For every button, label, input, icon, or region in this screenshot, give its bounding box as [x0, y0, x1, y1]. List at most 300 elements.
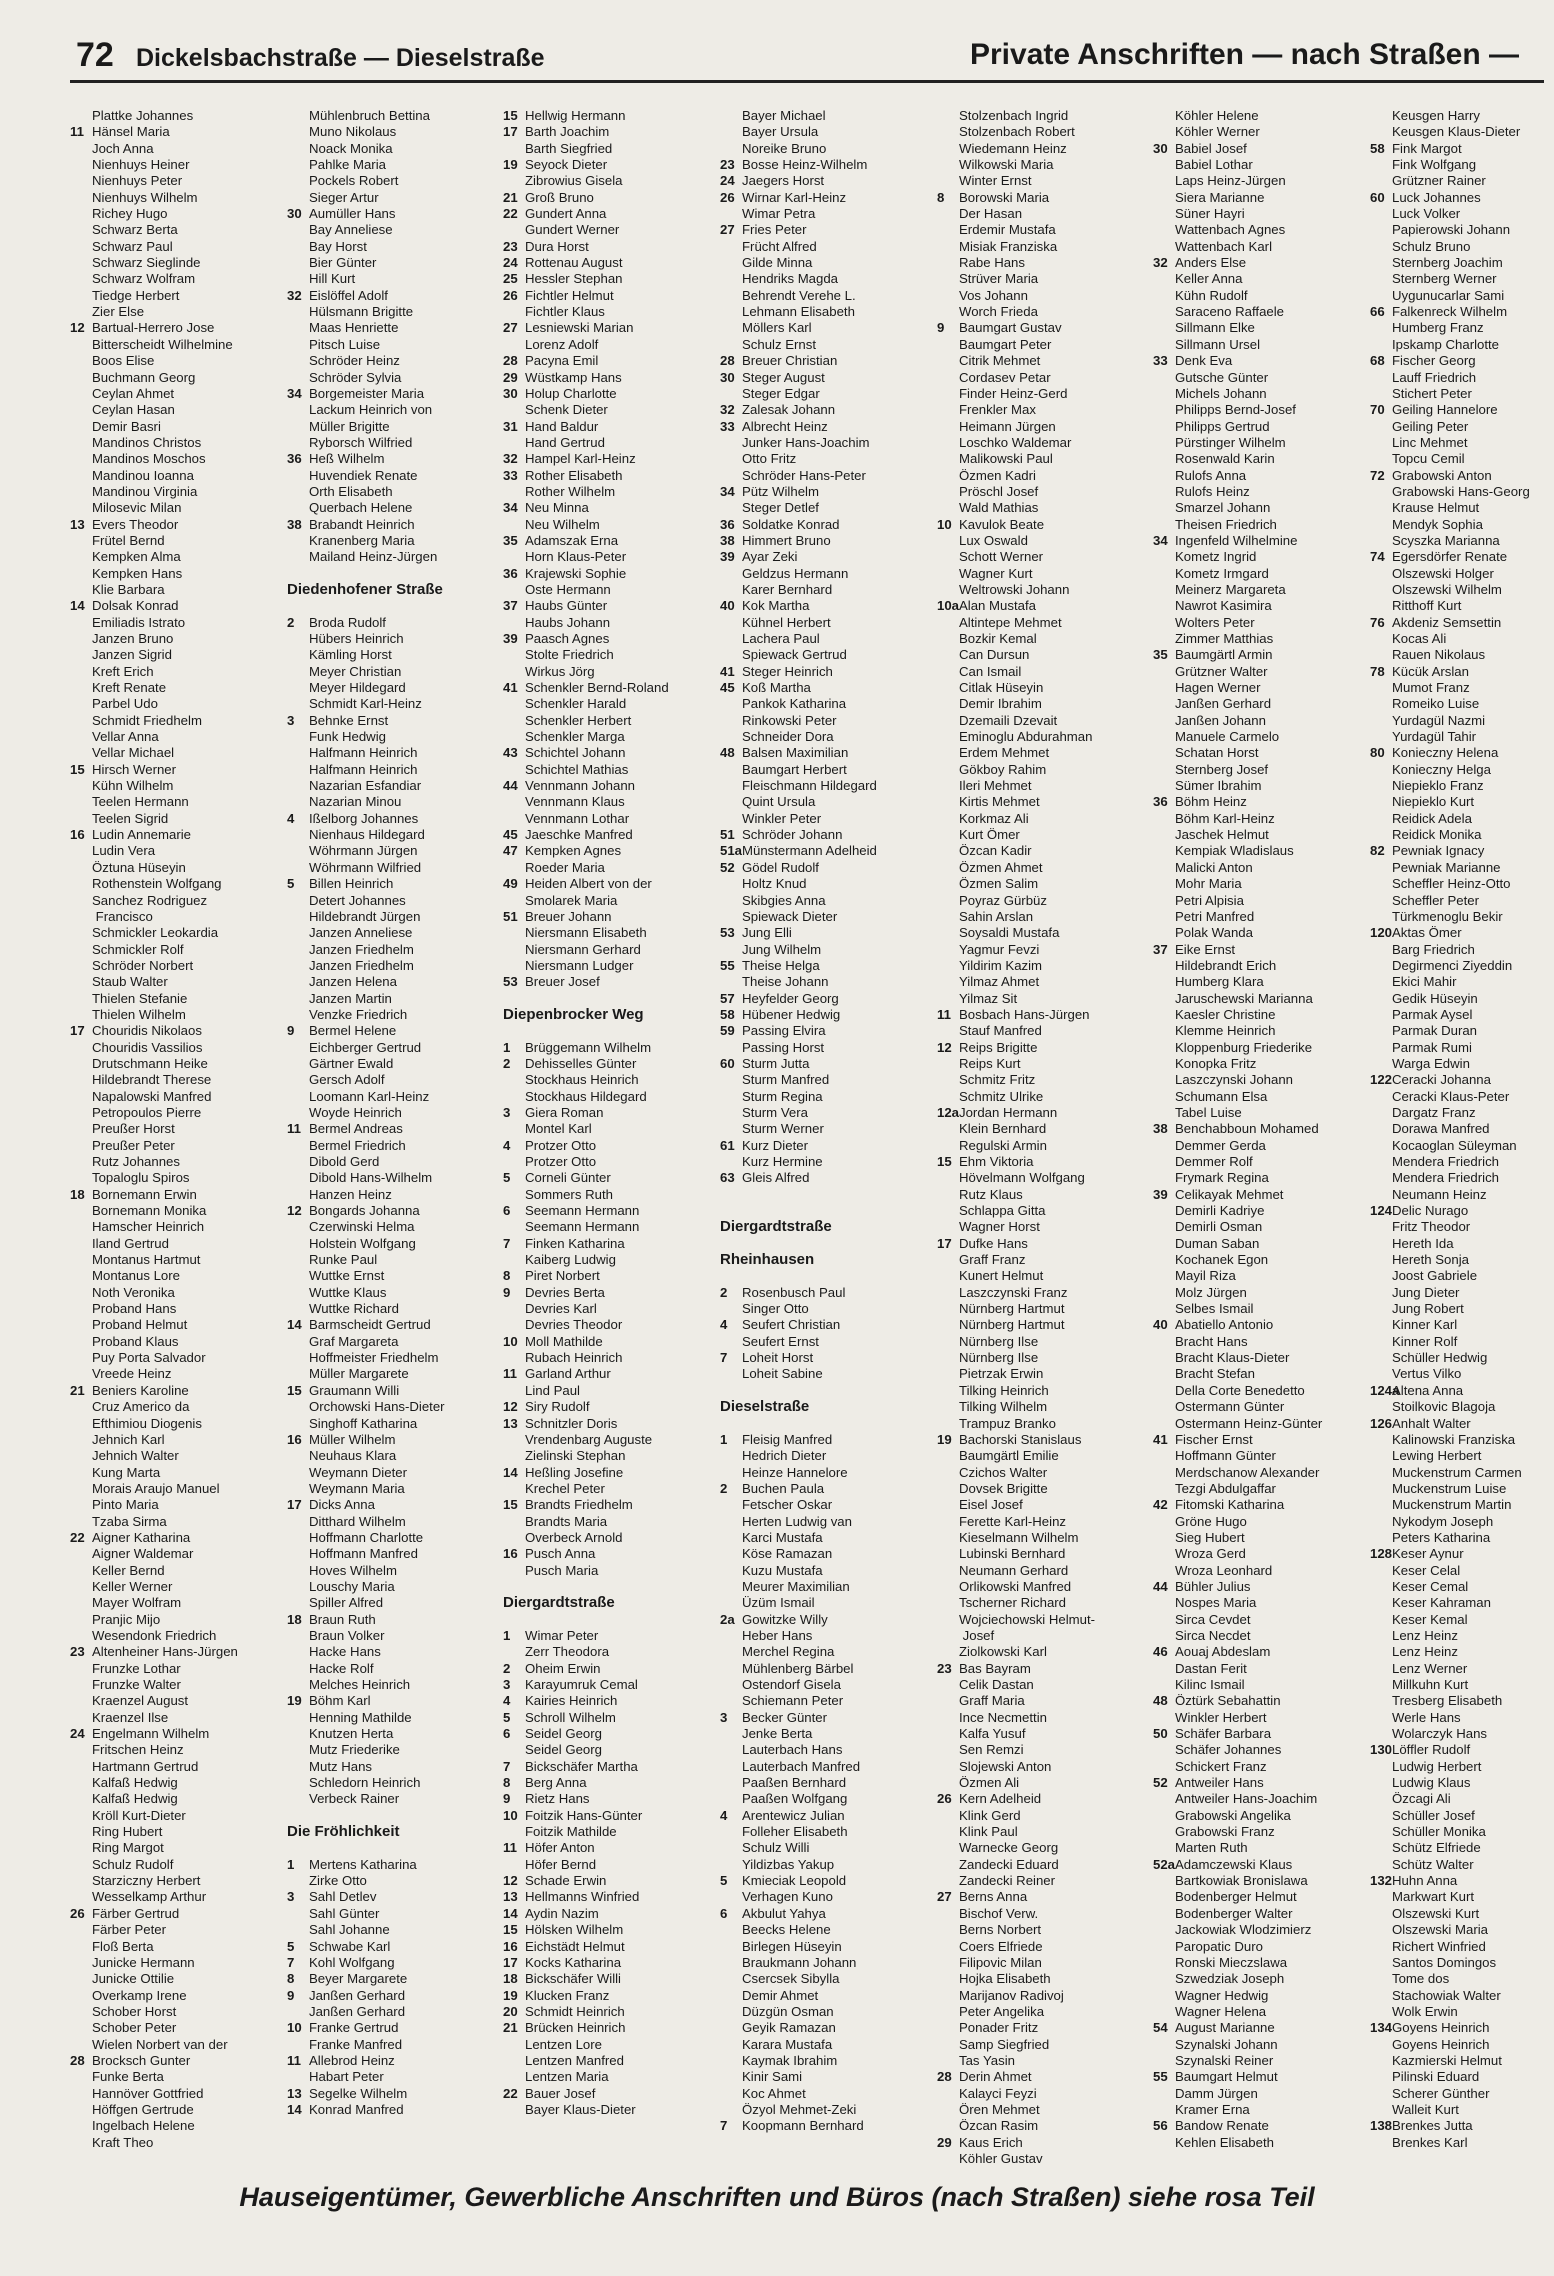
resident-name: Graf Margareta	[309, 1333, 399, 1349]
resident-name: Hedrich Dieter	[742, 1448, 827, 1464]
resident-name: Kochanek Egon	[1175, 1252, 1269, 1268]
resident-name: Geyik Ramazan	[742, 2020, 836, 2036]
directory-entry	[503, 533, 719, 549]
resident-name: Ceylan Hasan	[92, 402, 175, 418]
house-number: 44	[1153, 1578, 1168, 1594]
resident-name: Gilde Minna	[742, 255, 813, 271]
directory-entry	[937, 713, 1153, 729]
house-number: 82	[1370, 843, 1385, 859]
directory-entry	[937, 1808, 1153, 1824]
house-number: 58	[1370, 140, 1385, 156]
directory-entry	[937, 402, 1153, 418]
directory-entry	[937, 1448, 1153, 1464]
resident-name: Junicke Ottilie	[92, 1971, 175, 1987]
directory-entry	[70, 566, 286, 582]
resident-name: Loheit Sabine	[742, 1366, 823, 1382]
house-number: 9	[287, 1987, 295, 2003]
directory-entry	[720, 1775, 936, 1791]
resident-name: Fritschen Heinz	[92, 1742, 184, 1758]
directory-entry	[1370, 353, 1550, 369]
house-number: 68	[1370, 353, 1385, 369]
resident-name: Stockhaus Heinrich	[525, 1072, 639, 1088]
directory-entry	[1153, 1105, 1369, 1121]
house-number: 15	[503, 1922, 518, 1938]
resident-name: Smolarek Maria	[525, 892, 618, 908]
directory-entry	[287, 664, 503, 680]
resident-name: Brocksch Gunter	[92, 2052, 191, 2068]
directory-entry	[937, 141, 1153, 157]
resident-name: Schmidt Karl-Heinz	[309, 696, 422, 712]
directory-entry	[70, 1759, 286, 1775]
directory-entry	[70, 2004, 286, 2020]
directory-entry	[503, 582, 719, 598]
house-number: 11	[503, 1366, 517, 1382]
resident-name: Kalfa Yusuf	[959, 1726, 1026, 1742]
house-number: 7	[720, 1350, 728, 1366]
resident-name: Morais Araujo Manuel	[92, 1480, 220, 1496]
directory-entry	[720, 1023, 936, 1039]
directory-entry	[287, 1138, 503, 1154]
directory-entry	[937, 1759, 1153, 1775]
directory-entry	[1370, 1366, 1550, 1382]
resident-name: Nürnberg Hartmut	[959, 1317, 1065, 1333]
directory-entry	[1370, 893, 1550, 909]
resident-name: Heiden Albert von der	[525, 876, 652, 892]
resident-name: Peter Angelika	[959, 2003, 1045, 2019]
house-number: 9	[503, 1791, 511, 1807]
resident-name: Horn Klaus-Peter	[525, 549, 627, 565]
directory-entry	[720, 1040, 936, 1056]
resident-name: Detert Johannes	[309, 892, 406, 908]
resident-name: Steger Detlef	[742, 500, 819, 516]
resident-name: Olszewski Holger	[1392, 565, 1494, 581]
resident-name: Kraenzel August	[92, 1693, 189, 1709]
directory-entry	[70, 1366, 286, 1382]
resident-name: Rietz Hans	[525, 1791, 590, 1807]
directory-entry	[937, 1219, 1153, 1235]
house-number: 37	[503, 598, 518, 614]
house-number: 55	[720, 957, 735, 973]
directory-column-6	[1153, 108, 1369, 2151]
directory-entry	[503, 794, 719, 810]
directory-entry	[1370, 1840, 1550, 1856]
resident-name: Schenkler Bernd-Roland	[525, 680, 669, 696]
directory-entry	[1370, 1416, 1550, 1432]
directory-entry	[287, 1187, 503, 1203]
directory-entry	[1370, 1988, 1550, 2004]
directory-entry	[70, 271, 286, 287]
resident-name: Karci Mustafa	[742, 1529, 823, 1545]
directory-entry	[70, 696, 286, 712]
resident-name: Evers Theodor	[92, 516, 179, 532]
house-number: 2	[720, 1284, 728, 1300]
resident-name: Dicks Anna	[309, 1497, 375, 1513]
resident-name: Ryborsch Wilfried	[309, 434, 413, 450]
resident-name: Ingelbach Helene	[92, 2118, 195, 2134]
resident-name: Theise Helga	[742, 957, 820, 973]
directory-entry	[287, 500, 503, 516]
spacer	[720, 1383, 936, 1399]
resident-name: Nazarian Esfandiar	[309, 778, 422, 794]
resident-name: Barth Siegfried	[525, 140, 613, 156]
resident-name: Wesselkamp Arthur	[92, 1889, 207, 1905]
resident-name: Sümer Ibrahim	[1175, 778, 1262, 794]
resident-name: Wiedemann Heinz	[959, 140, 1067, 156]
resident-name: Özmen Ali	[959, 1775, 1020, 1791]
resident-name: Humberg Franz	[1392, 320, 1484, 336]
directory-entry	[937, 1366, 1153, 1382]
directory-entry	[937, 794, 1153, 810]
spacer	[720, 1416, 936, 1432]
resident-name: Stauf Manfred	[959, 1023, 1042, 1039]
resident-name: Kempken Hans	[92, 565, 183, 581]
resident-name: Ring Hubert	[92, 1824, 163, 1840]
house-number: 22	[503, 2085, 518, 2101]
directory-entry	[70, 2102, 286, 2118]
directory-entry	[937, 1612, 1153, 1628]
resident-name: Balsen Maximilian	[742, 745, 849, 761]
directory-entry	[937, 2037, 1153, 2053]
resident-name: Montanus Lore	[92, 1268, 180, 1284]
resident-name: Heinze Hannelore	[742, 1464, 848, 1480]
directory-entry	[1153, 1416, 1369, 1432]
directory-entry	[70, 925, 286, 941]
resident-name: Baumgärtl Emilie	[959, 1448, 1059, 1464]
resident-name: Janzen Bruno	[92, 631, 174, 646]
directory-entry	[70, 337, 286, 353]
directory-entry	[1370, 1023, 1550, 1039]
resident-name: Kavulok Beate	[959, 516, 1045, 532]
house-number: 13	[503, 1889, 518, 1905]
directory-column-2	[287, 108, 503, 2118]
directory-entry	[287, 1219, 503, 1235]
resident-name: Muno Nikolaus	[309, 124, 397, 140]
resident-name: Mertens Katharina	[309, 1856, 417, 1872]
directory-entry	[937, 1906, 1153, 1922]
directory-entry	[1153, 745, 1369, 761]
directory-entry	[287, 2037, 503, 2053]
resident-name: Frunzke Lothar	[92, 1660, 181, 1676]
directory-entry	[287, 2069, 503, 2085]
directory-entry	[720, 1710, 936, 1726]
resident-name: Wimar Peter	[525, 1627, 599, 1643]
resident-name: Preußer Horst	[92, 1121, 175, 1137]
resident-name: Keusgen Klaus-Dieter	[1392, 124, 1521, 140]
resident-name: Akdeniz Semsettin	[1392, 614, 1502, 630]
resident-name: Brandts Maria	[525, 1513, 608, 1529]
house-number: 39	[720, 549, 735, 565]
resident-name: Klucken Franz	[525, 1987, 610, 2003]
directory-entry	[1153, 1726, 1369, 1742]
directory-entry	[1153, 1775, 1369, 1791]
resident-name: Ponader Fritz	[959, 2020, 1039, 2036]
directory-entry	[1370, 320, 1550, 336]
resident-name: Petri Manfred	[1175, 908, 1255, 924]
directory-entry	[1370, 1824, 1550, 1840]
directory-entry	[720, 517, 936, 533]
directory-entry	[937, 1187, 1153, 1203]
directory-entry	[503, 1955, 719, 1971]
resident-name: Hölsken Wilhelm	[525, 1922, 624, 1938]
resident-name: Niepieklo Kurt	[1392, 794, 1475, 810]
resident-name: Lauterbach Manfred	[742, 1758, 861, 1774]
resident-name: Breuer Christian	[742, 353, 838, 369]
page-title: Dickelsbachstraße — Dieselstraße	[136, 44, 545, 72]
resident-name: Hampel Karl-Heinz	[525, 451, 636, 467]
resident-name: Weymann Maria	[309, 1480, 405, 1496]
resident-name: Gowitzke Willy	[742, 1611, 828, 1627]
resident-name: Gedik Hüseyin	[1392, 990, 1478, 1006]
resident-name: Zimmer Matthias	[1175, 631, 1274, 646]
resident-name: Antweiler Hans	[1175, 1775, 1264, 1791]
resident-name: Muckenstrum Martin	[1392, 1497, 1512, 1513]
resident-name: Runke Paul	[309, 1252, 378, 1268]
resident-name: Gersch Adolf	[309, 1072, 385, 1088]
directory-entry	[70, 2069, 286, 2085]
resident-name: Wattenbach Agnes	[1175, 222, 1286, 238]
directory-entry	[937, 1481, 1153, 1497]
resident-name: Klie Barbara	[92, 581, 165, 597]
house-number: 14	[70, 598, 85, 614]
resident-name: Schledorn Heinrich	[309, 1775, 421, 1791]
resident-name: Peters Katharina	[1392, 1529, 1491, 1545]
directory-entry	[503, 1726, 719, 1742]
resident-name: Seidel Georg	[525, 1742, 602, 1758]
directory-entry	[70, 1040, 286, 1056]
resident-name: Samp Siegfried	[959, 2036, 1050, 2052]
street-heading: Diergardtstraße	[720, 1218, 832, 1236]
directory-entry	[287, 1366, 503, 1382]
resident-name: Wagner Horst	[959, 1219, 1040, 1235]
resident-name: Albrecht Heinz	[742, 418, 828, 434]
directory-entry	[287, 1399, 503, 1415]
resident-name: Nürnberg Hartmut	[959, 1301, 1065, 1317]
resident-name: Öztuna Hüseyin	[92, 859, 186, 875]
directory-entry	[70, 1775, 286, 1791]
directory-entry	[503, 1857, 719, 1873]
resident-name: Bartual-Herrero Jose	[92, 320, 215, 336]
resident-name: Beyer Margarete	[309, 1971, 408, 1987]
directory-entry	[70, 1105, 286, 1121]
resident-name: Wuttke Ernst	[309, 1268, 385, 1284]
directory-entry	[1370, 1383, 1550, 1399]
directory-entry	[1153, 909, 1369, 925]
directory-entry	[70, 1285, 286, 1301]
directory-entry	[1370, 1677, 1550, 1693]
directory-entry	[720, 2020, 936, 2036]
resident-name: Yildirim Kazim	[959, 957, 1043, 973]
directory-entry	[937, 1595, 1153, 1611]
directory-entry	[287, 2102, 503, 2118]
resident-name: Richey Hugo	[92, 206, 168, 222]
directory-entry	[720, 843, 936, 859]
resident-name: Karayumruk Cemal	[525, 1677, 638, 1692]
resident-name: Nienhuys Heiner	[92, 157, 190, 173]
directory-entry	[1153, 1203, 1369, 1219]
resident-name: Sommers Ruth	[525, 1186, 613, 1202]
directory-entry	[1370, 288, 1550, 304]
resident-name: August Marianne	[1175, 2020, 1275, 2036]
resident-name: Schichtel Mathias	[525, 761, 629, 777]
resident-name: Spiewack Dieter	[742, 908, 838, 924]
directory-entry	[70, 1432, 286, 1448]
resident-name: Lenz Werner	[1392, 1660, 1468, 1676]
directory-entry	[70, 1922, 286, 1938]
resident-name: Schmitz Ulrike	[959, 1088, 1044, 1104]
directory-entry	[937, 1693, 1153, 1709]
directory-entry	[1370, 173, 1550, 189]
directory-entry	[1153, 2069, 1369, 2085]
directory-entry	[937, 1007, 1153, 1023]
resident-name: Mutz Friederike	[309, 1742, 400, 1758]
directory-entry	[1370, 647, 1550, 663]
directory-entry	[70, 2086, 286, 2102]
resident-name: Goyens Heinrich	[1392, 2036, 1490, 2052]
resident-name: Janzen Friedhelm	[309, 941, 414, 957]
resident-name: Hövelmann Wolfgang	[959, 1170, 1085, 1186]
directory-entry	[287, 729, 503, 745]
house-number: 23	[720, 157, 735, 173]
house-number: 3	[720, 1709, 728, 1725]
resident-name: Segelke Wilhelm	[309, 2085, 408, 2101]
directory-entry	[720, 1939, 936, 1955]
house-number: 17	[503, 124, 518, 140]
directory-entry	[1153, 1644, 1369, 1660]
resident-name: Kurz Hermine	[742, 1154, 823, 1169]
directory-entry	[287, 745, 503, 761]
house-number: 13	[503, 1415, 518, 1431]
directory-entry	[1370, 566, 1550, 582]
resident-name: Tscherner Richard	[959, 1595, 1067, 1611]
resident-name: Kröll Kurt-Dieter	[92, 1807, 186, 1823]
directory-entry	[503, 974, 719, 990]
resident-name: Kühnel Herbert	[742, 614, 831, 630]
directory-entry	[937, 745, 1153, 761]
resident-name: Demir Ahmet	[742, 1987, 819, 2003]
house-number: 49	[503, 876, 518, 892]
resident-name: Duman Saban	[1175, 1235, 1260, 1251]
directory-entry	[1370, 1465, 1550, 1481]
resident-name: Neumann Gerhard	[959, 1562, 1069, 1578]
directory-entry	[1370, 533, 1550, 549]
directory-entry	[1153, 1808, 1369, 1824]
directory-entry	[1370, 1334, 1550, 1350]
resident-name: Bauer Josef	[525, 2085, 596, 2101]
resident-name: Niersmann Ludger	[525, 957, 634, 973]
resident-name: Oheim Erwin	[525, 1660, 601, 1676]
directory-entry	[1370, 1889, 1550, 1905]
resident-name: Hanzen Heinz	[309, 1186, 392, 1202]
directory-entry	[70, 157, 286, 173]
directory-entry	[287, 157, 503, 173]
directory-entry	[937, 615, 1153, 631]
directory-entry	[937, 631, 1153, 647]
house-number: 6	[503, 1203, 511, 1219]
directory-entry	[503, 1514, 719, 1530]
directory-entry	[287, 239, 503, 255]
resident-name: Misiak Franziska	[959, 238, 1058, 254]
directory-entry	[1153, 1236, 1369, 1252]
house-number: 5	[287, 876, 295, 892]
resident-name: Hacke Rolf	[309, 1660, 374, 1676]
resident-name: Alan Mustafa	[959, 598, 1036, 614]
directory-entry	[1370, 1628, 1550, 1644]
resident-name: Jung Wilhelm	[742, 941, 822, 957]
house-number: 35	[1153, 647, 1168, 663]
directory-entry	[720, 1514, 936, 1530]
directory-entry	[503, 402, 719, 418]
house-number: 15	[287, 1382, 302, 1398]
resident-name: Fischer Georg	[1392, 353, 1476, 369]
directory-entry	[937, 647, 1153, 663]
directory-entry	[503, 353, 719, 369]
resident-name: Schulz Rudolf	[92, 1856, 174, 1872]
directory-entry	[70, 729, 286, 745]
house-number: 17	[937, 1235, 952, 1251]
directory-entry	[287, 1563, 503, 1579]
directory-entry	[937, 549, 1153, 565]
directory-entry	[937, 288, 1153, 304]
resident-name: Ören Mehmet	[959, 2101, 1040, 2117]
directory-entry	[937, 696, 1153, 712]
directory-entry	[937, 1889, 1153, 1905]
directory-entry	[720, 2053, 936, 2069]
resident-name: Özcan Kadir	[959, 843, 1032, 859]
directory-entry	[937, 255, 1153, 271]
resident-name: Michels Johann	[1175, 385, 1267, 401]
resident-name: Breuer Johann	[525, 908, 612, 924]
directory-entry	[70, 2020, 286, 2036]
directory-entry	[1370, 1301, 1550, 1317]
resident-name: Molz Jürgen	[1175, 1284, 1247, 1300]
directory-entry	[70, 288, 286, 304]
directory-entry	[287, 517, 503, 533]
directory-entry	[503, 1383, 719, 1399]
directory-entry	[720, 974, 936, 990]
directory-entry	[937, 566, 1153, 582]
resident-name: Yurdagül Tahir	[1392, 729, 1477, 745]
directory-entry	[720, 1481, 936, 1497]
spacer	[503, 991, 719, 1007]
resident-name: Tome dos	[1392, 1971, 1450, 1987]
resident-name: Eichstädt Helmut	[525, 1938, 625, 1954]
resident-name: Kocks Katharina	[525, 1954, 622, 1970]
directory-entry	[720, 206, 936, 222]
directory-entry	[1153, 1661, 1369, 1677]
house-number: 12	[503, 1399, 518, 1415]
directory-entry	[720, 2102, 936, 2118]
resident-name: Olszewski Kurt	[1392, 1905, 1480, 1921]
directory-entry	[70, 517, 286, 533]
directory-entry	[1370, 615, 1550, 631]
resident-name: Bayer Michael	[742, 108, 826, 123]
directory-entry	[70, 1644, 286, 1660]
directory-column-1	[70, 108, 286, 2151]
resident-name: Hacke Hans	[309, 1644, 381, 1660]
directory-entry	[287, 1693, 503, 1709]
resident-name: Vellar Anna	[92, 729, 159, 745]
directory-entry	[937, 1939, 1153, 1955]
resident-name: Efthimiou Diogenis	[92, 1415, 202, 1431]
resident-name: Pankok Katharina	[742, 696, 847, 712]
resident-name: Bischof Verw.	[959, 1905, 1039, 1921]
house-number: 21	[503, 2020, 518, 2036]
resident-name: Adamszak Erna	[525, 532, 619, 548]
resident-name: Klemme Heinrich	[1175, 1023, 1276, 1039]
house-number: 12	[287, 1203, 302, 1219]
resident-name: Loomann Karl-Heinz	[309, 1088, 430, 1104]
house-number: 26	[70, 1905, 85, 1921]
